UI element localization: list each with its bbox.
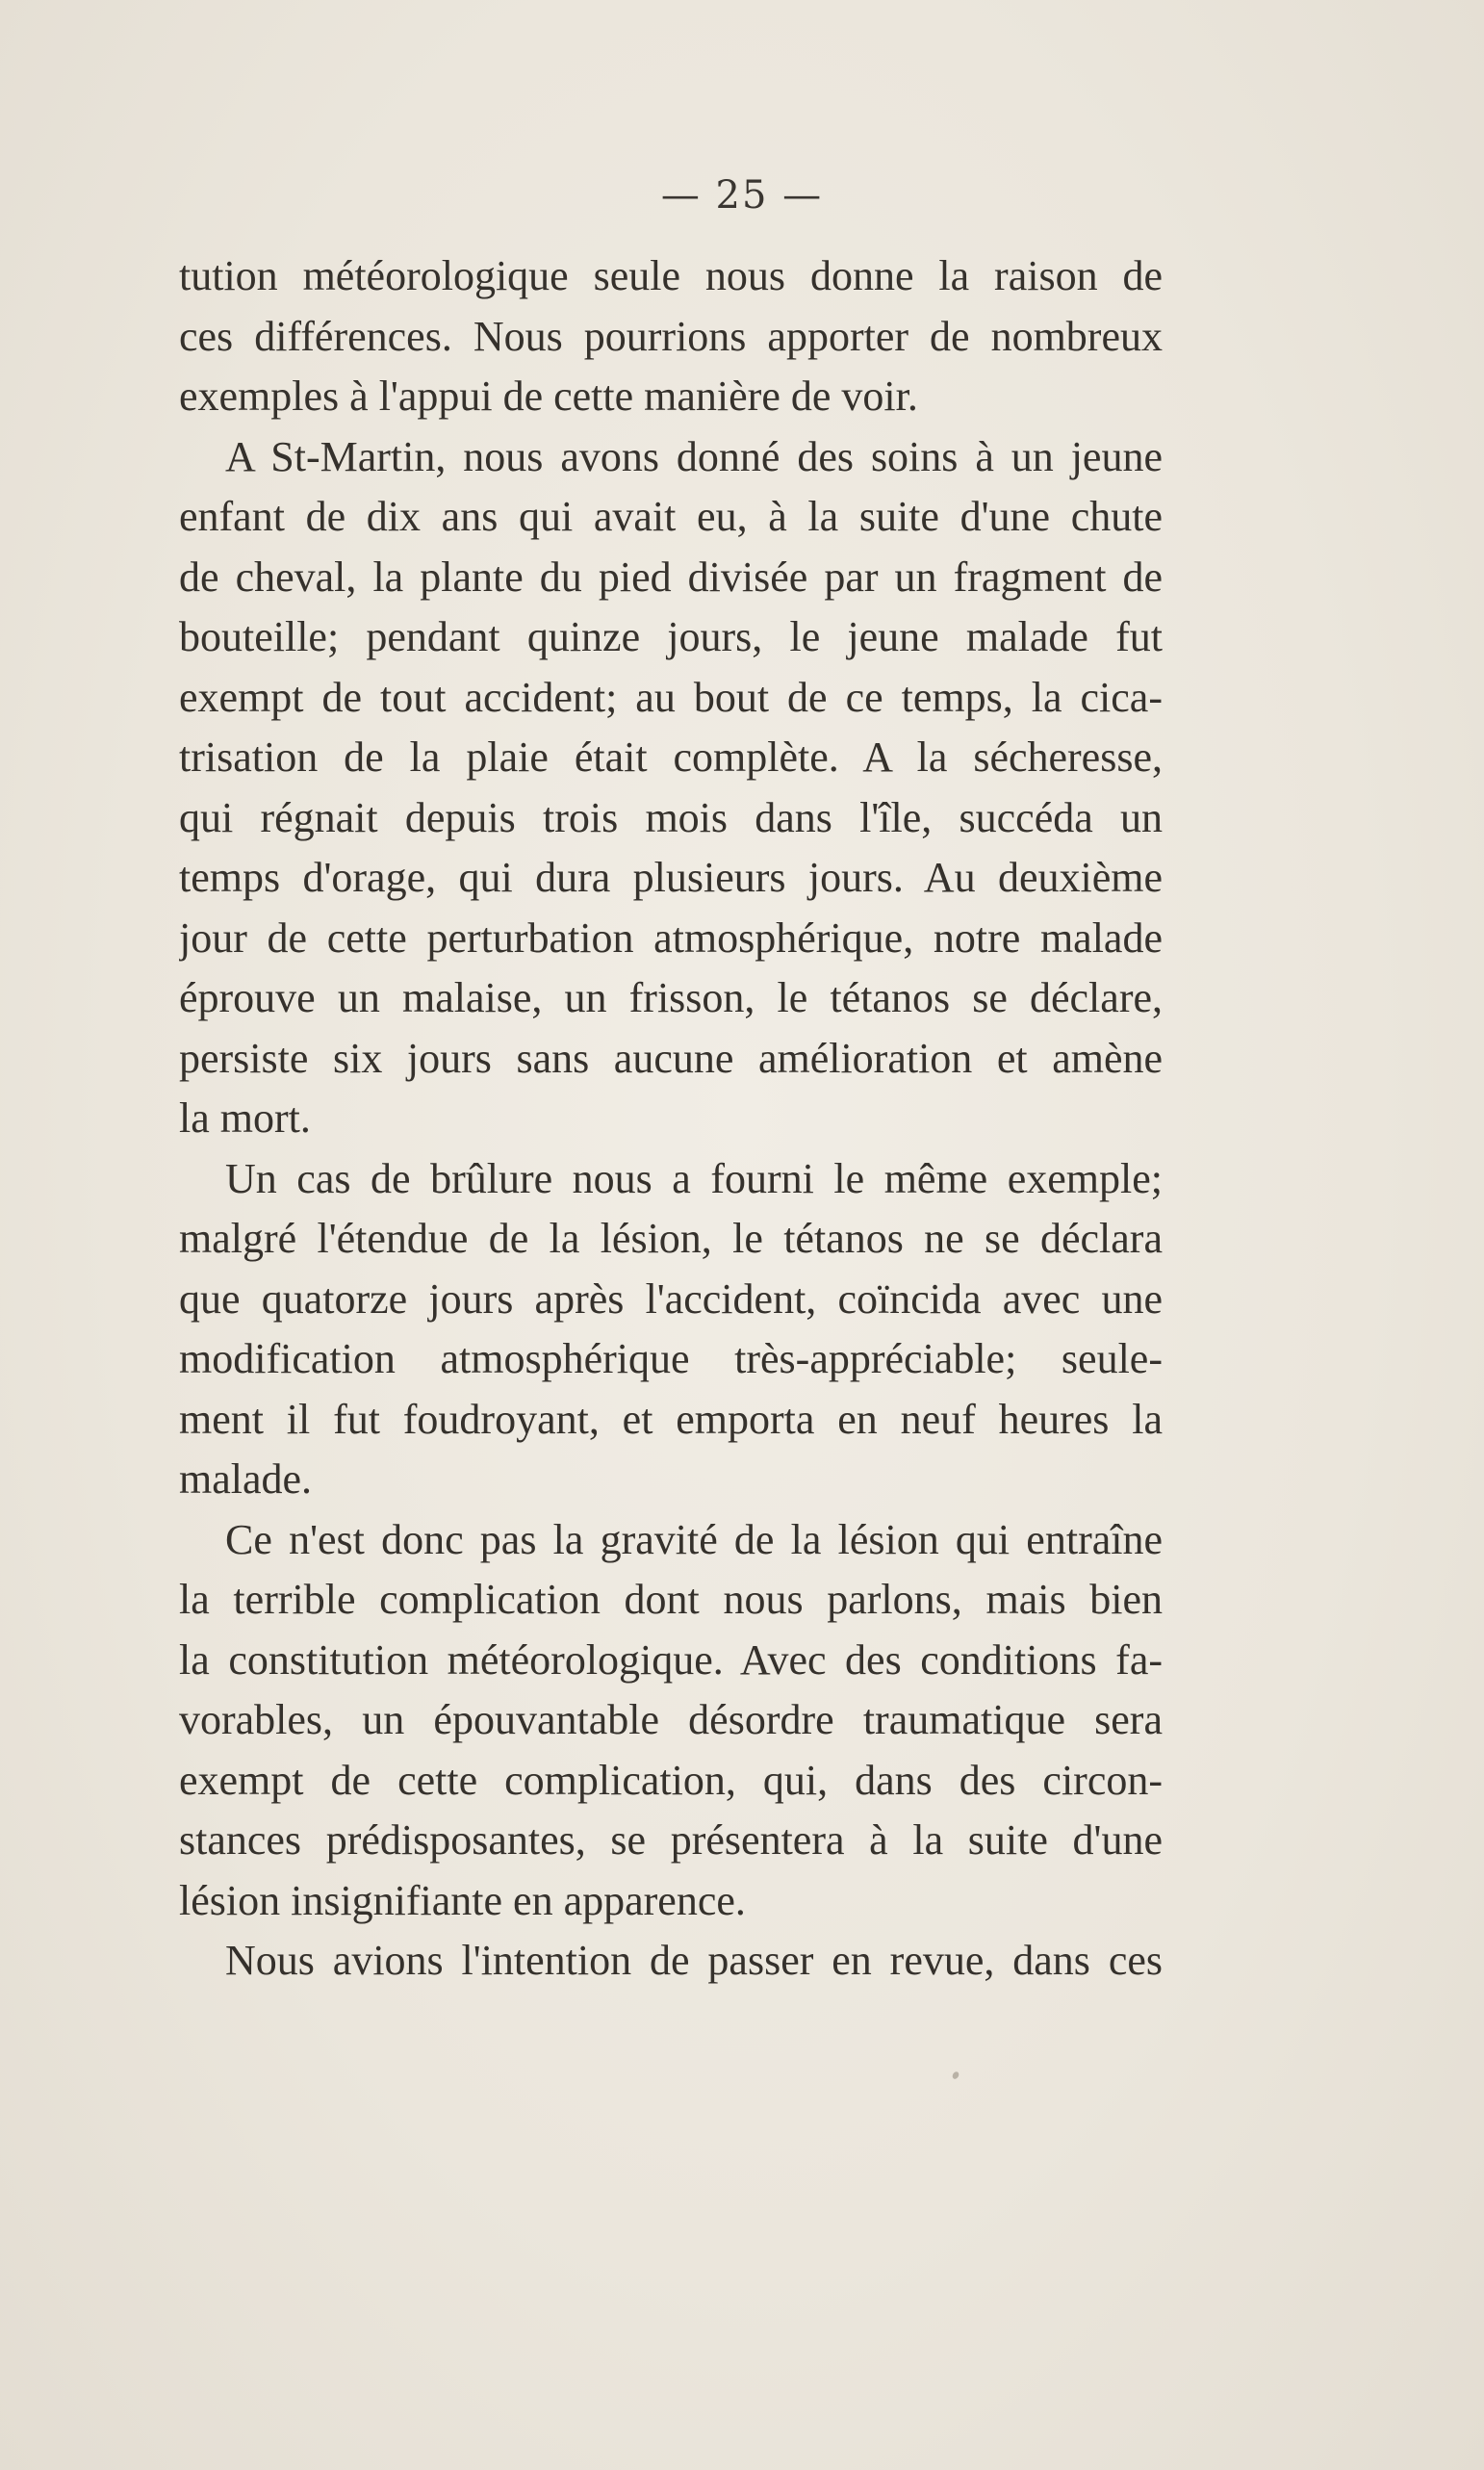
text-line: que quatorze jours après l'accident, coïncida avec une (179, 1274, 1163, 1323)
text-line: jour de cette perturbation atmosphérique, notre malade (179, 913, 1163, 962)
text-line: persiste six jours sans aucune amélioration et amène (179, 1034, 1163, 1082)
text-line: malgré l'étendue de la lésion, le tétanos ne se déclara (179, 1215, 1163, 1262)
text-line: modification atmosphérique très-appréciable; seule- (179, 1335, 1163, 1382)
text-line: ment il fut foudroyant, et emporta en neuf heures la (179, 1395, 1163, 1443)
text-line: A St-Martin, nous avons donné des soins à un jeune (225, 432, 1163, 480)
text-line: Ce n'est donc pas la gravité de la lésion qui entraîne (225, 1515, 1163, 1563)
text-line: tution météorologique seule nous donne la raison de (179, 252, 1163, 299)
text-line: exempt de cette complication, qui, dans des circon- (179, 1756, 1163, 1804)
text-line: Nous avions l'intention de passer en revue, dans ces (225, 1937, 1163, 1984)
text-line: vorables, un épouvantable désordre traumatique sera (179, 1696, 1163, 1743)
text-line: bouteille; pendant quinze jours, le jeune malade fut (179, 613, 1163, 660)
text-line: de cheval, la plante du pied divisée par un fragment de (179, 553, 1163, 601)
text-line: la terrible complication dont nous parlons, mais bien (179, 1576, 1163, 1623)
page-number: — 25 — (660, 173, 824, 218)
body-text (179, 246, 1163, 1992)
text-line: temps d'orage, qui dura plusieurs jours. Au deuxième (179, 854, 1163, 901)
text-line: éprouve un malaise, un frisson, le tétanos se déclare, (179, 974, 1163, 1021)
text-line: stances prédisposantes, se présentera à la suite d'une (179, 1816, 1163, 1864)
text-line: lésion insignifiante en apparence. (179, 1876, 746, 1924)
text-line: la constitution météorologique. Avec des conditions fa- (179, 1635, 1163, 1684)
text-line: qui régnait depuis trois mois dans l'île, succéda un (179, 793, 1163, 841)
text-line: trisation de la plaie était complète. A la sécheresse, (179, 733, 1163, 781)
text-line: enfant de dix ans qui avait eu, à la suite d'une chute (179, 493, 1163, 540)
text-line: exemples à l'appui de cette manière de voir. (179, 373, 918, 420)
text-line: ces différences. Nous pourrions apporter de nombreux (179, 312, 1163, 360)
text-line: malade. (179, 1455, 313, 1503)
text-line: Un cas de brûlure nous a fourni le même exemple; (225, 1154, 1163, 1202)
text-line: la mort. (179, 1094, 311, 1142)
paper-speck (951, 2071, 959, 2080)
text-line: exempt de tout accident; au bout de ce temps, la cica- (179, 673, 1163, 721)
